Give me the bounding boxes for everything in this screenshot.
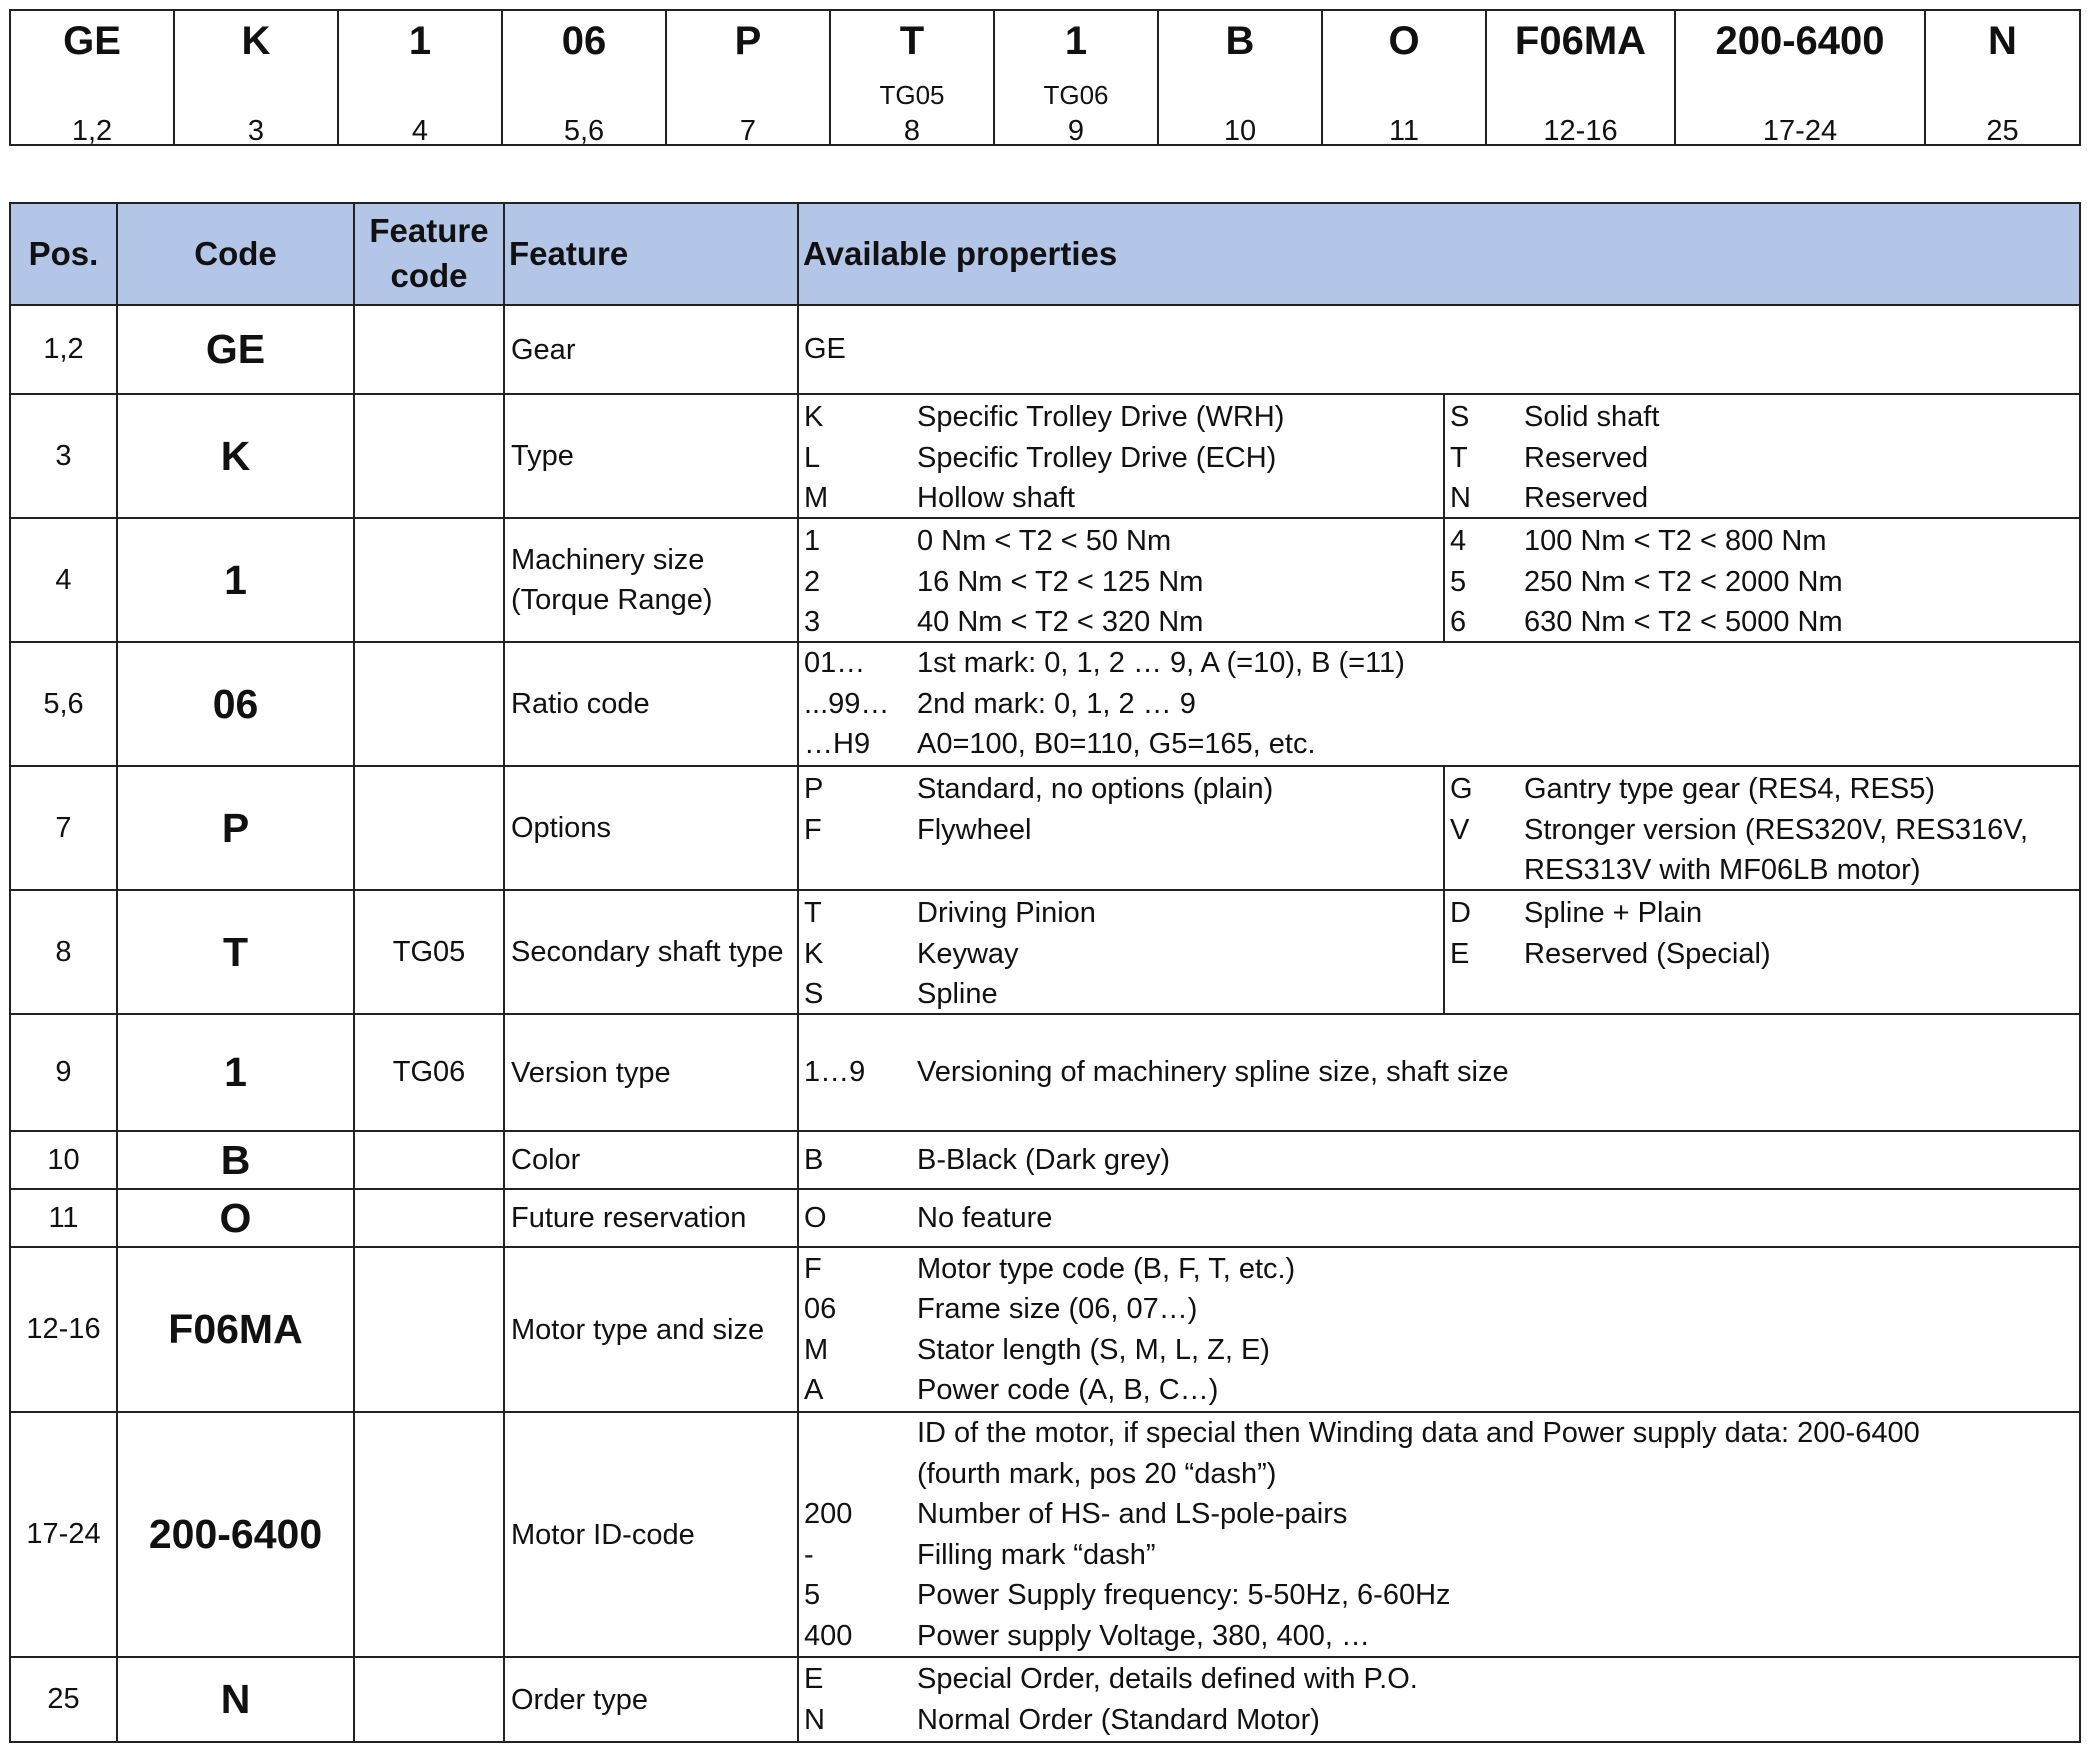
- property-key: E: [804, 1663, 824, 1695]
- row-feature-code: [354, 1247, 504, 1412]
- segment-position: 11: [1388, 115, 1420, 147]
- segment-code: 1: [1064, 19, 1088, 63]
- row-position: 9: [10, 1014, 117, 1131]
- property-key: GE: [804, 333, 846, 366]
- property-row: [799, 1289, 2079, 1330]
- segment-position: 4: [411, 115, 429, 147]
- row-position: 7: [10, 766, 117, 890]
- property-value: Hollow shaft: [917, 482, 1075, 514]
- property-value: Standard, no options (plain): [917, 773, 1274, 805]
- row-code: GE: [117, 305, 354, 394]
- property-row: [799, 602, 1443, 643]
- property-row: [799, 521, 1443, 562]
- property-value: Power Supply frequency: 5-50Hz, 6-60Hz: [917, 1579, 1451, 1611]
- properties-column: [799, 1658, 2079, 1741]
- row-position: 1,2: [10, 305, 117, 394]
- row-feature-code: [354, 1189, 504, 1247]
- segment-position: 3: [247, 115, 265, 147]
- property-key: F: [804, 813, 822, 846]
- properties-column: [799, 1413, 2079, 1656]
- property-value: Gantry type gear (RES4, RES5): [1524, 773, 1935, 805]
- property-row: [799, 1616, 2079, 1657]
- properties-right-column: [1443, 891, 2079, 1013]
- property-value: Specific Trolley Drive (ECH): [917, 441, 1277, 474]
- segment-feature-code: TG06: [1043, 80, 1109, 110]
- segment-position: 12-16: [1543, 115, 1618, 147]
- property-key: 4: [1450, 525, 1467, 557]
- row-feature-code: [354, 766, 504, 890]
- row-code: 1: [117, 1014, 354, 1131]
- property-key: 200: [804, 1498, 853, 1530]
- property-key: 3: [804, 606, 821, 638]
- table-header-row: [10, 203, 2080, 305]
- property-row: [799, 562, 1443, 603]
- row-properties: [798, 305, 2080, 394]
- row-code: T: [117, 890, 354, 1014]
- row-properties: [798, 1131, 2080, 1189]
- row-feature-code: [354, 1131, 504, 1189]
- property-row: [799, 1700, 2079, 1741]
- row-feature: Secondary shaft type: [504, 890, 798, 1014]
- table-row: [10, 1189, 2080, 1247]
- property-row: [799, 769, 1443, 810]
- row-feature: Machinery size (Torque Range): [504, 518, 798, 642]
- row-properties: [798, 1247, 2080, 1412]
- property-key: L: [804, 441, 821, 474]
- code-segment: [830, 10, 994, 145]
- code-segment: [1925, 10, 2080, 145]
- row-code: F06MA: [117, 1247, 354, 1412]
- property-key: 01…: [804, 647, 866, 680]
- property-row: [799, 684, 2079, 725]
- row-position: 11: [10, 1189, 117, 1247]
- properties-column: [799, 1015, 2079, 1130]
- property-value: ID of the motor, if special then Winding data and Power supply data: 200-6400: [917, 1417, 1920, 1449]
- property-key: K: [804, 937, 824, 970]
- row-feature: Motor type and size: [504, 1247, 798, 1412]
- row-feature: Type: [504, 394, 798, 518]
- table-row: [10, 890, 2080, 1014]
- property-row: [799, 478, 1443, 519]
- property-row: [1445, 478, 2079, 519]
- property-row: [799, 810, 1443, 851]
- row-feature-code: [354, 1657, 504, 1742]
- code-segment: [174, 10, 338, 145]
- property-value: Normal Order (Standard Motor): [917, 1703, 1320, 1736]
- property-key: 6: [1450, 606, 1467, 638]
- table-row: [10, 518, 2080, 642]
- property-value: Frame size (06, 07…): [917, 1293, 1198, 1325]
- segment-code: 06: [561, 19, 607, 63]
- property-row: [799, 893, 1443, 934]
- property-row: [1445, 438, 2079, 479]
- segment-code: 1: [408, 19, 432, 63]
- property-key: -: [804, 1538, 814, 1571]
- property-value: Power code (A, B, C…): [917, 1374, 1219, 1406]
- row-feature-code: [354, 642, 504, 766]
- row-feature: Future reservation: [504, 1189, 798, 1247]
- properties-column: [799, 643, 2079, 765]
- segment-position: 8: [903, 115, 921, 147]
- row-feature-code: [354, 394, 504, 518]
- property-row: [1445, 934, 2079, 975]
- table-row: [10, 1412, 2080, 1657]
- property-key: [1445, 850, 1524, 891]
- code-segment: [338, 10, 502, 145]
- row-position: 17-24: [10, 1412, 117, 1657]
- property-value: No feature: [917, 1201, 1053, 1234]
- property-row: [1445, 850, 2079, 891]
- row-position: 10: [10, 1131, 117, 1189]
- segment-position: 10: [1223, 115, 1257, 147]
- table-row: [10, 1131, 2080, 1189]
- row-properties: [798, 1189, 2080, 1247]
- code-segment: [1322, 10, 1486, 145]
- property-value: Stronger version (RES320V, RES316V,: [1524, 813, 2029, 846]
- property-key: A: [804, 1374, 824, 1406]
- row-code: P: [117, 766, 354, 890]
- header-feature-code-line1: Feature: [369, 212, 489, 250]
- property-row: [799, 1052, 2079, 1093]
- property-value: Driving Pinion: [917, 897, 1096, 929]
- segment-position: 9: [1067, 115, 1085, 147]
- property-key: D: [1450, 897, 1471, 929]
- property-value: 2nd mark: 0, 1, 2 … 9: [917, 687, 1196, 720]
- property-value: Reserved (Special): [1524, 937, 1771, 970]
- property-value: Motor type code (B, F, T, etc.): [917, 1252, 1296, 1285]
- property-row: [799, 397, 1443, 438]
- property-value: Reserved: [1524, 482, 1649, 514]
- property-key: V: [1450, 813, 1470, 846]
- segment-code: O: [1388, 19, 1420, 63]
- property-key: 1…9: [804, 1056, 866, 1089]
- segment-position: 7: [739, 115, 757, 147]
- property-key: …H9: [804, 728, 871, 761]
- property-value: Spline: [917, 978, 998, 1010]
- code-segment: [1675, 10, 1925, 145]
- code-segment: [994, 10, 1158, 145]
- property-value: 630 Nm < T2 < 5000 Nm: [1524, 606, 1843, 638]
- property-row: [799, 1198, 2079, 1239]
- property-row: [799, 1659, 2079, 1700]
- property-row: [1445, 397, 2079, 438]
- table-row: [10, 1247, 2080, 1412]
- properties-column: [799, 1132, 2079, 1188]
- row-properties: [798, 518, 2080, 642]
- row-properties: [798, 1657, 2080, 1742]
- row-position: 12-16: [10, 1247, 117, 1412]
- properties-left-column: [799, 767, 1443, 889]
- header-code: Code: [117, 203, 354, 305]
- property-row: [799, 724, 2079, 765]
- code-strip: [9, 9, 2081, 146]
- properties-left-column: [799, 519, 1443, 641]
- property-key: E: [1450, 937, 1470, 970]
- header-feature-code-line2: code: [390, 257, 468, 294]
- property-key: P: [804, 773, 824, 805]
- property-row: [799, 1575, 2079, 1616]
- row-feature: Gear: [504, 305, 798, 394]
- properties-left-column: [799, 395, 1443, 517]
- property-key: ...99…: [804, 687, 890, 720]
- row-feature: Color: [504, 1131, 798, 1189]
- property-key: N: [1450, 482, 1471, 514]
- header-pos: Pos.: [10, 203, 117, 305]
- property-value: Filling mark “dash”: [917, 1538, 1156, 1571]
- property-row: [799, 1370, 2079, 1411]
- properties-column: [799, 1248, 2079, 1411]
- code-segment: [10, 10, 174, 145]
- property-key: S: [804, 978, 824, 1010]
- row-feature-code: [354, 305, 504, 394]
- segment-code: P: [734, 19, 762, 63]
- row-code: O: [117, 1189, 354, 1247]
- property-value: [917, 329, 2079, 370]
- segment-code: F06MA: [1514, 19, 1647, 63]
- property-row: [1445, 562, 2079, 603]
- properties-right-column: [1443, 519, 2079, 641]
- row-position: 25: [10, 1657, 117, 1742]
- property-row: [799, 329, 2079, 370]
- row-feature-code: TG05: [354, 890, 504, 1014]
- property-value: A0=100, B0=110, G5=165, etc.: [917, 728, 1316, 761]
- property-value: B-Black (Dark grey): [917, 1143, 1170, 1176]
- property-key: 5: [1450, 565, 1467, 598]
- row-code: 1: [117, 518, 354, 642]
- row-properties: [798, 1412, 2080, 1657]
- property-value: Flywheel: [917, 813, 1032, 846]
- segment-code: GE: [63, 19, 121, 63]
- property-row: [799, 643, 2079, 684]
- row-code: K: [117, 394, 354, 518]
- segment-position: 17-24: [1762, 115, 1838, 147]
- table-row: [10, 642, 2080, 766]
- property-key: 06: [804, 1293, 837, 1325]
- code-segment: [502, 10, 666, 145]
- property-key: [799, 1413, 917, 1454]
- property-key: M: [804, 482, 829, 514]
- code-segment: [1486, 10, 1675, 145]
- property-key: F: [804, 1252, 822, 1285]
- row-feature-code: TG06: [354, 1014, 504, 1131]
- property-key: 400: [804, 1619, 853, 1652]
- table-row: [10, 1657, 2080, 1742]
- table-row: [10, 1014, 2080, 1131]
- property-value: Reserved: [1524, 441, 1649, 474]
- property-row: [1445, 602, 2079, 643]
- properties-right-column: [1443, 395, 2079, 517]
- property-key: 2: [804, 565, 821, 598]
- row-properties: [798, 1014, 2080, 1131]
- property-row: [1445, 810, 2079, 851]
- row-code: 06: [117, 642, 354, 766]
- row-feature-code: [354, 518, 504, 642]
- property-value: Specific Trolley Drive (WRH): [917, 401, 1285, 433]
- property-key: O: [804, 1201, 827, 1234]
- property-key: S: [1450, 401, 1470, 433]
- property-value: 1st mark: 0, 1, 2 … 9, A (=10), B (=11): [917, 647, 1405, 680]
- property-key: T: [1450, 441, 1468, 474]
- property-key: G: [1450, 773, 1473, 805]
- header-properties: Available properties: [798, 203, 2080, 305]
- property-key: M: [804, 1333, 829, 1366]
- properties-left-column: [799, 891, 1443, 1013]
- segment-position: 5,6: [563, 115, 605, 147]
- property-key: [799, 1454, 917, 1495]
- property-value: Versioning of machinery spline size, shaft size: [917, 1056, 1509, 1089]
- segment-code: B: [1225, 19, 1255, 63]
- row-code: N: [117, 1657, 354, 1742]
- segment-position: 25: [1986, 115, 2019, 147]
- property-value: Spline + Plain: [1524, 897, 1703, 929]
- property-value: 250 Nm < T2 < 2000 Nm: [1524, 565, 1843, 598]
- properties-column: [799, 1190, 2079, 1246]
- segment-code: T: [899, 19, 925, 63]
- row-position: 3: [10, 394, 117, 518]
- properties-right-column: [1443, 767, 2079, 889]
- row-code: 200-6400: [117, 1412, 354, 1657]
- row-code: B: [117, 1131, 354, 1189]
- segment-code: K: [241, 19, 271, 63]
- property-key: 1: [804, 525, 821, 557]
- type-code-table: [9, 202, 2081, 1743]
- row-feature: Ratio code: [504, 642, 798, 766]
- property-key: T: [804, 897, 822, 929]
- row-properties: [798, 394, 2080, 518]
- property-value: 100 Nm < T2 < 800 Nm: [1524, 525, 1827, 557]
- property-row: [799, 1413, 2079, 1454]
- row-feature: Order type: [504, 1657, 798, 1742]
- table-row: [10, 305, 2080, 394]
- segment-position: 1,2: [71, 115, 113, 147]
- table-row: [10, 394, 2080, 518]
- code-segment: [1158, 10, 1322, 145]
- property-value: Special Order, details defined with P.O.: [917, 1663, 1418, 1695]
- property-row: [799, 1535, 2079, 1576]
- property-value: Number of HS- and LS-pole-pairs: [917, 1498, 1348, 1530]
- property-row: [1445, 521, 2079, 562]
- properties-column: [799, 306, 2079, 393]
- property-value: Keyway: [917, 937, 1019, 970]
- property-value: 40 Nm < T2 < 320 Nm: [917, 606, 1204, 638]
- property-key: K: [804, 401, 824, 433]
- row-feature-code: [354, 1412, 504, 1657]
- code-segment: [666, 10, 830, 145]
- row-properties: [798, 642, 2080, 766]
- property-key: B: [804, 1143, 824, 1176]
- property-row: [799, 934, 1443, 975]
- property-key: N: [804, 1703, 825, 1736]
- property-row: [799, 438, 1443, 479]
- header-feature: Feature: [504, 203, 798, 305]
- property-value: (fourth mark, pos 20 “dash”): [917, 1457, 1277, 1490]
- row-position: 4: [10, 518, 117, 642]
- property-row: [1445, 893, 2079, 934]
- property-key: 5: [804, 1579, 821, 1611]
- row-feature: Motor ID-code: [504, 1412, 798, 1657]
- property-value: 0 Nm < T2 < 50 Nm: [917, 525, 1172, 557]
- table-row: [10, 766, 2080, 890]
- property-row: [799, 1140, 2079, 1181]
- segment-feature-code: TG05: [879, 80, 945, 110]
- property-value: Solid shaft: [1524, 401, 1660, 433]
- property-value: 16 Nm < T2 < 125 Nm: [917, 565, 1204, 598]
- property-value: RES313V with MF06LB motor): [1524, 854, 1921, 886]
- row-properties: [798, 890, 2080, 1014]
- row-properties: [798, 766, 2080, 890]
- property-value: Stator length (S, M, L, Z, E): [917, 1333, 1270, 1366]
- segment-code: N: [1988, 19, 2017, 63]
- property-row: [799, 974, 1443, 1015]
- property-row: [799, 1249, 2079, 1290]
- row-position: 8: [10, 890, 117, 1014]
- property-row: [799, 1454, 2079, 1495]
- property-row: [799, 1494, 2079, 1535]
- row-position: 5,6: [10, 642, 117, 766]
- property-row: [799, 1330, 2079, 1371]
- row-feature: Version type: [504, 1014, 798, 1131]
- property-value: Power supply Voltage, 380, 400, …: [917, 1619, 1371, 1652]
- row-feature: Options: [504, 766, 798, 890]
- segment-code: 200-6400: [1715, 19, 1885, 63]
- property-row: [1445, 769, 2079, 810]
- header-feature-code: [354, 203, 504, 305]
